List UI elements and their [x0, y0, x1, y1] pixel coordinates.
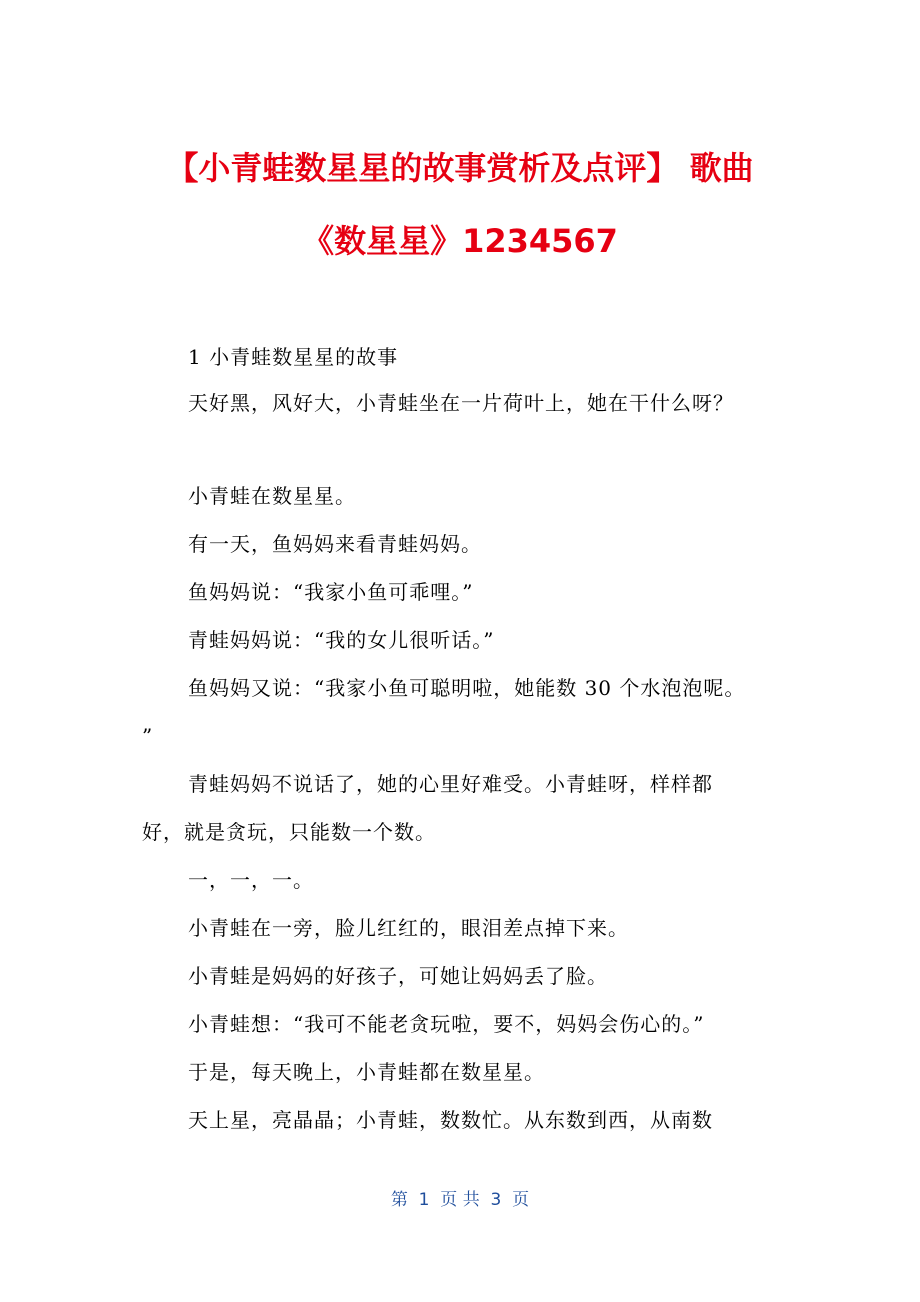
section-heading: 1 小青蛙数星星的故事	[188, 345, 399, 369]
paragraph: 于是，每天晚上，小青蛙都在数星星。	[188, 1060, 545, 1084]
paragraph: 一，一，一。	[188, 868, 314, 892]
paragraph: 青蛙妈妈不说话了，她的心里好难受。小青蛙呀，样样都	[188, 772, 713, 796]
paragraph: 小青蛙在一旁，脸儿红红的，眼泪差点掉下来。	[188, 916, 629, 940]
page-number-footer: 第 1 页 共 3 页	[390, 1190, 530, 1210]
document-title-line-1: 【小青蛙数星星的故事赏析及点评】 歌曲	[166, 149, 754, 187]
document-title-line-2: 《数星星》1234567	[302, 222, 618, 260]
paragraph-continuation: ”	[142, 724, 154, 748]
paragraph: 天好黑，风好大，小青蛙坐在一片荷叶上，她在干什么呀？	[188, 391, 734, 415]
paragraph-continuation: 好，就是贪玩，只能数一个数。	[142, 820, 436, 844]
paragraph: 小青蛙想：“我可不能老贪玩啦，要不，妈妈会伤心的。”	[188, 1012, 705, 1036]
paragraph: 天上星，亮晶晶；小青蛙，数数忙。从东数到西，从南数	[188, 1108, 713, 1132]
paragraph: 小青蛙在数星星。	[188, 484, 356, 508]
paragraph: 鱼妈妈又说：“我家小鱼可聪明啦，她能数 30 个水泡泡呢。	[188, 676, 746, 700]
paragraph: 鱼妈妈说：“我家小鱼可乖哩。”	[188, 580, 474, 604]
paragraph: 小青蛙是妈妈的好孩子，可她让妈妈丢了脸。	[188, 964, 608, 988]
paragraph: 青蛙妈妈说：“我的女儿很听话。”	[188, 628, 495, 652]
paragraph: 有一天，鱼妈妈来看青蛙妈妈。	[188, 532, 482, 556]
